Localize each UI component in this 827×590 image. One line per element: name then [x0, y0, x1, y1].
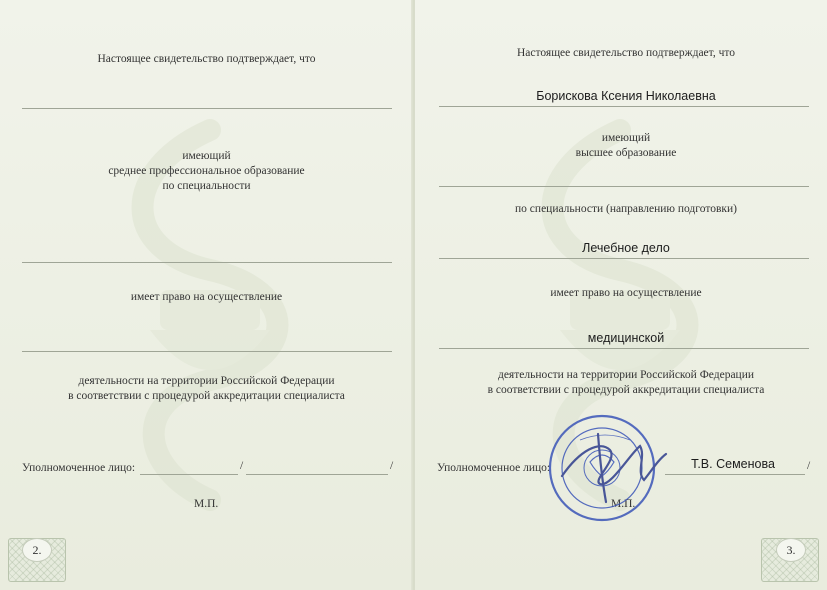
left-page: [0, 0, 413, 590]
slash: /: [807, 460, 811, 472]
official-seal-stamp: [540, 410, 670, 528]
activity-text-1: деятельности на территории Российской Федерации: [497, 369, 755, 381]
specialty-value: Лечебное дело: [582, 241, 670, 255]
name-line: [22, 108, 392, 109]
specialty-label: по специальности (направлению подготовки): [515, 203, 737, 215]
education-text: среднее профессиональное образование: [108, 165, 305, 177]
authorized-label: Уполномоченное лицо:: [437, 462, 551, 474]
signature-line: [140, 474, 238, 475]
activity-text-1: деятельности на территории Российской Федерации: [78, 375, 335, 387]
specialty-line: [22, 262, 392, 263]
having-text: имеющий: [601, 132, 651, 144]
seal-place: М.П.: [611, 498, 636, 510]
activity-text-2: в соответствии с процедурой аккредитации специалиста: [487, 384, 765, 396]
intro-text: Настоящее свидетельство подтверждает, что: [97, 53, 316, 65]
authorized-name-line: [665, 474, 805, 475]
page-number: 2.: [22, 538, 52, 562]
specialty-label: по специальности: [162, 180, 251, 192]
authorized-name: Т.В. Семенова: [691, 457, 775, 471]
seal-place: М.П.: [194, 498, 219, 510]
intro-text: Настоящее свидетельство подтверждает, что: [516, 47, 735, 59]
education-text: высшее образование: [575, 147, 677, 159]
activity-text-2: в соответствии с процедурой аккредитации специалиста: [68, 390, 345, 402]
page-number: 3.: [776, 538, 806, 562]
slash-1: /: [240, 460, 244, 472]
holder-name: Борискова Ксения Николаевна: [536, 89, 716, 103]
name-line: [439, 106, 809, 107]
activity-line: [22, 351, 392, 352]
activity-line: [439, 348, 809, 349]
having-text: имеющий: [182, 150, 231, 162]
education-line: [439, 186, 809, 187]
specialty-line: [439, 258, 809, 259]
right-to-text: имеет право на осуществление: [550, 287, 702, 299]
slash-2: /: [390, 460, 394, 472]
activity-type: медицинской: [587, 331, 665, 345]
authorized-name-line: [246, 474, 388, 475]
right-to-text: имеет право на осуществление: [130, 291, 283, 303]
authorized-label: Уполномоченное лицо:: [22, 462, 136, 474]
